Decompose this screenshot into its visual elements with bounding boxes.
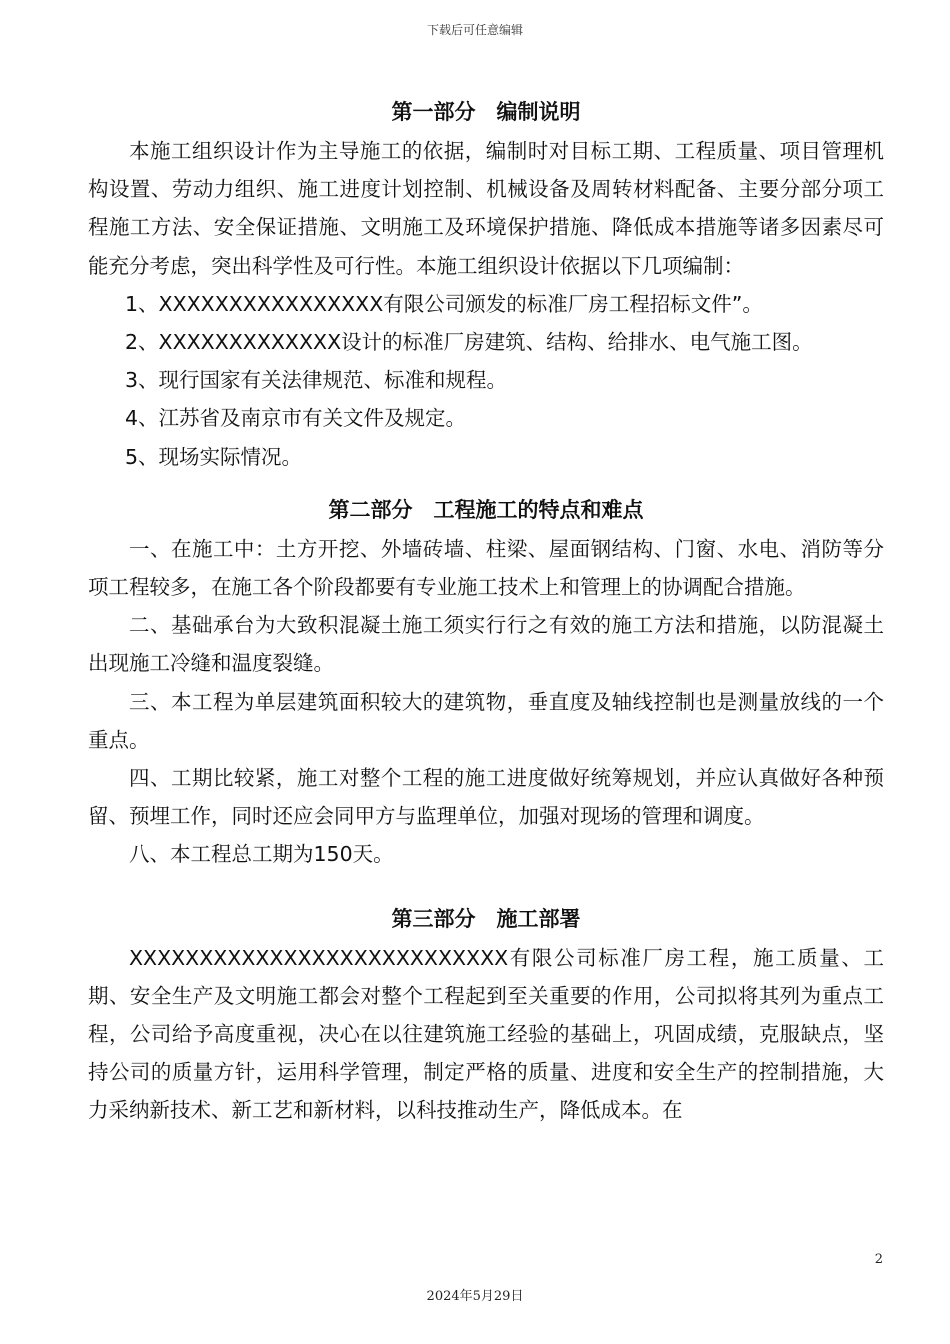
section1-item-5: 5、现场实际情况。 <box>125 444 303 469</box>
section1-title: 第一部分 编制说明 <box>391 100 581 124</box>
section1-item-1: 1、XXXXXXXXXXXXXXXX有限公司颁发的标准厂房工程招标文件”。 <box>125 291 763 316</box>
section3-title: 第三部分 施工部署 <box>391 906 581 931</box>
page-number: 2 <box>874 1252 883 1267</box>
section2-paragraph-4: 四、工期比较紧，施工对整个工程的施工进度做好统筹规划，并应认真做好各种预留、预埋工作，同时还应会同甲方与监理单位，加强对现场的管理和调度。 <box>88 766 884 829</box>
section2-paragraph-2: 二、基础承台为大致积混凝土施工须实行行之有效的施工方法和措施，以防混凝土出现施工冷缝和温度裂缝。 <box>88 613 884 676</box>
spacer <box>88 476 884 490</box>
section2-paragraph-3: 三、本工程为单层建筑面积较大的建筑物，垂直度及轴线控制也是测量放线的一个重点。 <box>88 689 884 752</box>
section1-item-3: 3、现行国家有关法律规范、标准和规程。 <box>125 368 508 393</box>
section1-item-4: 4、江苏省及南京市有关文件及规定。 <box>125 406 467 431</box>
document-body <box>88 92 884 1130</box>
section2-paragraph-5: 八、本工程总工期为150天。 <box>129 842 394 867</box>
section1-intro: 本施工组织设计作为主导施工的依据，编制时对目标工期、工程质量、项目管理机构设置、劳动力组织、施工进度计划控制、机械设备及周转材料配备、主要分部分项工程施工方法、安全保证措施、文明施工及环境保护措施、降低成本措施等诸多因素尽可能充分考虑，突出科学性及可行性。本施工组织设计依据以下几项编制： <box>88 139 884 278</box>
section1-item-2: 2、XXXXXXXXXXXXX设计的标准厂房建筑、结构、给排水、电气施工图。 <box>125 330 813 355</box>
section3-paragraph: XXXXXXXXXXXXXXXXXXXXXXXXXXX有限公司标准厂房工程，施工质量、工期、安全生产及文明施工都会对整个工程起到至关重要的作用，公司拟将其列为重点工程，公司给予高度重视，决心在以往建筑施工经验的基础上，巩固成绩，克服缺点，坚持公司的质量方针，运用科学管理，制定严格的质量、进度和安全生产的控制措施，大力采纳新技术、新工艺和新材料，以科技推动生产，降低成本。在 <box>88 945 884 1123</box>
page-header: 下载后可任意编辑 <box>426 23 523 37</box>
page-footer-date: 2024年5月29日 <box>426 1289 524 1304</box>
spacer <box>88 874 884 899</box>
section2-title: 第二部分 工程施工的特点和难点 <box>328 497 644 522</box>
section2-paragraph-1: 一、在施工中：土方开挖、外墙砖墙、柱梁、屋面钢结构、门窗、水电、消防等分项工程较多，在施工各个阶段都要有专业施工技术上和管理上的协调配合措施。 <box>88 536 884 600</box>
